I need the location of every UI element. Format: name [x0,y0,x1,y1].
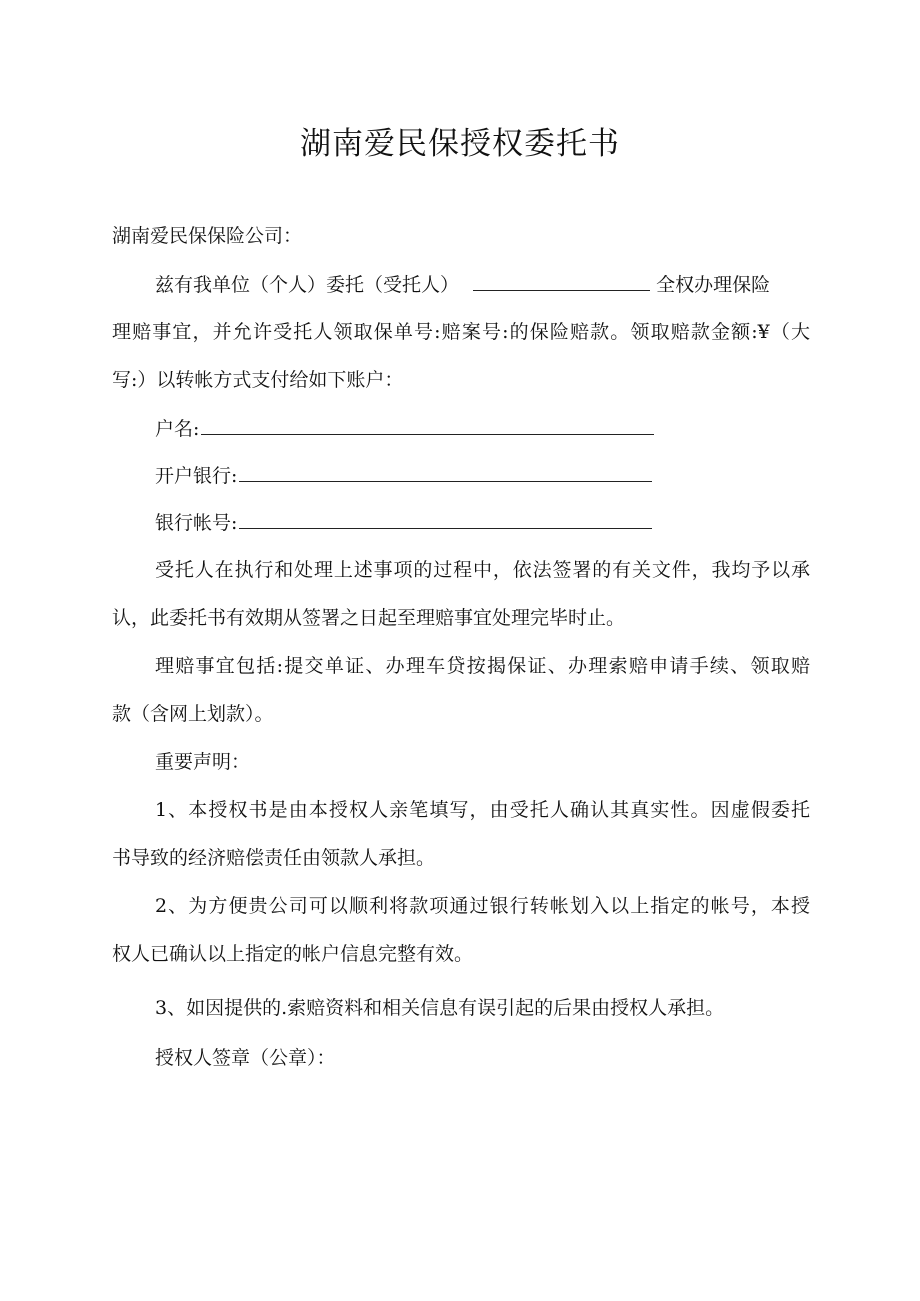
bank-field[interactable] [239,463,652,482]
declaration-3: 3、如因提供的.索赔资料和相关信息有误引起的后果由授权人承担。 [155,997,725,1019]
declaration-heading: 重要声明： [155,751,251,773]
account-name-label: 户名: [155,418,200,440]
paragraph-2-line-1: 受托人在执行和处理上述事项的过程中，依法签署的有关文件，我均予以承 [155,559,810,581]
account-name-field[interactable] [201,416,654,435]
paragraph-3-line-1: 理赔事宜包括:提交单证、办理车贷按揭保证、办理索赔申请手续、领取赔 [155,655,810,677]
paragraph-1-line-3: 写:）以转帐方式支付给如下账户： [112,369,404,391]
account-number-row [155,510,652,535]
signature-label: 授权人签章（公章）： [155,1047,336,1069]
declaration-2-line-2: 权人已确认以上指定的帐户信息完整有效。 [112,943,474,965]
account-number-field[interactable] [239,510,652,529]
paragraph-1-line-2: 理赔事宜，并允许受托人领取保单号:赔案号:的保险赔款。领取赔款金额:¥（大 [112,321,810,343]
account-number-label: 银行帐号: [155,512,238,534]
addressee: 湖南爱民保保险公司： [112,225,303,247]
paragraph-1-line-1 [155,272,770,297]
bank-label: 开户银行: [155,465,238,487]
declaration-1-line-1: 1、本授权书是由本授权人亲笔填写，由受托人确认其真实性。因虚假委托 [155,799,810,821]
declaration-1-line-2: 书导致的经济赔偿责任由领款人承担。 [112,847,436,869]
declaration-2-line-1: 2、为方便贵公司可以顺利将款项通过银行转帐划入以上指定的帐号，本授 [155,895,810,917]
paragraph-3-line-2: 款（含网上划款）。 [112,703,274,725]
paragraph-2-line-2: 认，此委托书有效期从签署之日起至理赔事宜处理完毕时止。 [112,607,626,629]
paragraph-1-line-1-start: 兹有我单位（个人）委托（受托人） [155,274,460,296]
document-title: 湖南爱民保授权委托书 [300,126,620,162]
paragraph-1-line-1-end: 全权办理保险 [656,274,771,296]
account-name-row [155,416,654,441]
trustee-name-field[interactable] [473,272,650,291]
bank-row [155,463,652,488]
